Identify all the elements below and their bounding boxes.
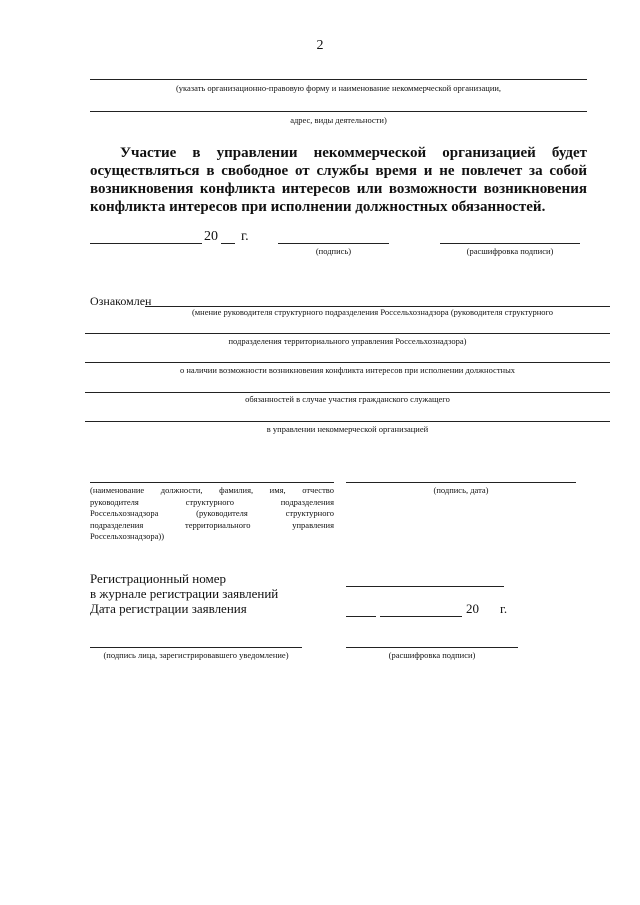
registrar-caption: (подпись лица, зарегистрировавшего уведомление): [103, 650, 289, 660]
position-caption: (наименование должности, фамилия, имя, отчество: [90, 485, 334, 495]
opinion-caption: о наличии возможности возникновения конфликта интересов при исполнении должностных: [179, 365, 516, 375]
address-line: [90, 111, 587, 112]
opinion-line: [85, 392, 610, 393]
position-caption: Россельхознадзора)): [90, 531, 165, 541]
registration-label: Регистрационный номер: [90, 571, 226, 586]
registration-year: 20: [466, 601, 479, 616]
position-block: [90, 485, 334, 543]
statement-paragraph: [90, 144, 587, 216]
registration-label: в журнале регистрации заявлений: [90, 586, 279, 601]
opinion-line: [85, 333, 610, 334]
position-caption: подразделения территориального управления: [90, 519, 334, 530]
signature-date-caption: (подпись, дата): [433, 485, 489, 495]
opinion-caption: (мнение руководителя структурного подразделения Россельхознадзора (руководителя структурного: [191, 307, 554, 317]
date-year-line: [221, 243, 235, 244]
signature-caption: (подпись): [315, 246, 352, 256]
registration-date-day-line: [346, 616, 376, 617]
statement-line: конфликта интересов при исполнении должностных обязанностей.: [90, 199, 546, 215]
signature-date-line: [346, 482, 576, 483]
registration-label: Дата регистрации заявления: [90, 601, 247, 616]
registrar-signature-line: [90, 647, 302, 648]
opinion-caption: подразделения территориального управления Россельхознадзора): [228, 336, 467, 346]
registration-suffix: г.: [500, 601, 508, 616]
registration-date-month-line: [380, 616, 462, 617]
position-line: [90, 482, 334, 483]
signature-line: [278, 243, 389, 244]
date-year: 20: [204, 229, 218, 244]
registrar-decoding-caption: (расшифровка подписи): [388, 650, 476, 660]
registration-block: [90, 571, 278, 616]
decoding-line: [440, 243, 580, 244]
opinion-line: [85, 362, 610, 363]
decoding-caption: (расшифровка подписи): [466, 246, 554, 256]
registration-number-line: [346, 586, 504, 587]
address-caption: адрес, виды деятельности): [290, 115, 387, 125]
date-suffix: г.: [241, 229, 249, 244]
opinion-caption: обязанностей в случае участия гражданского служащего: [245, 394, 450, 404]
date-day-line: [90, 243, 202, 244]
opinion-caption: в управлении некоммерческой организацией: [266, 424, 429, 434]
org-name-line: [90, 79, 587, 80]
opinion-line: [85, 421, 610, 422]
statement-line: Участие в управлении некоммерческой организацией будет: [120, 145, 587, 161]
page-number: 2: [316, 38, 324, 53]
registrar-decoding-line: [346, 647, 518, 648]
statement-line: осуществляться в свободное от службы время и не повлечет за собой: [90, 163, 587, 179]
position-caption: Россельхознадзора (руководителя структурного: [90, 508, 334, 518]
statement-line: возникновения конфликта интересов или возможности возникновения: [90, 181, 587, 197]
org-name-caption: (указать организационно-правовую форму и наименование некоммерческой организации,: [175, 83, 502, 93]
position-caption: руководителя структурного подразделения: [90, 496, 334, 507]
acquainted-label: Ознакомлен: [90, 294, 152, 308]
